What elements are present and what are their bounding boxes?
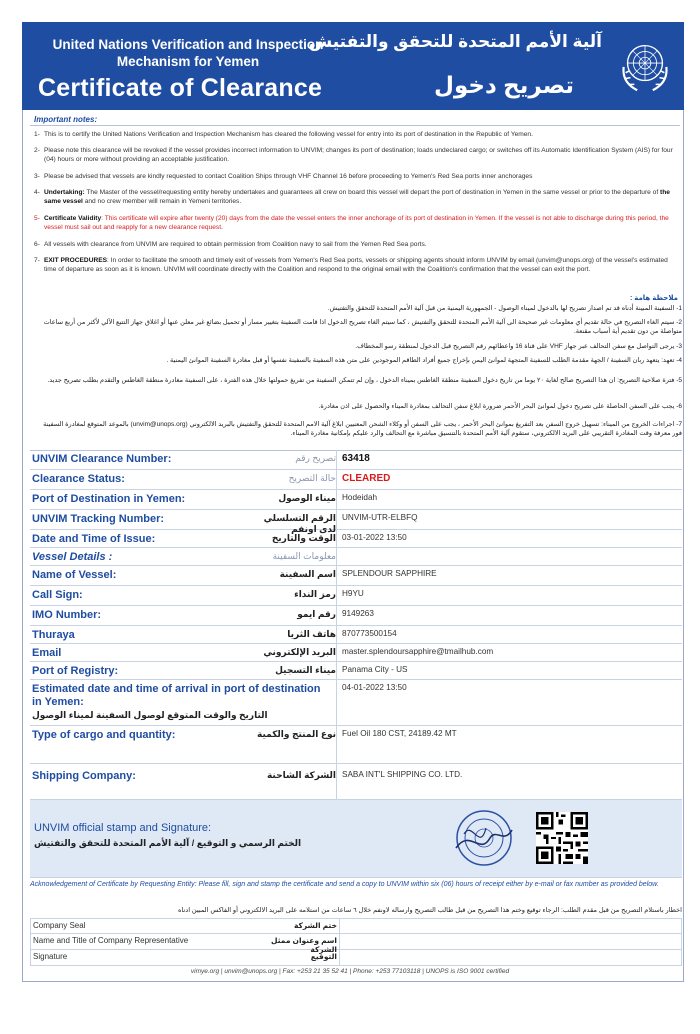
certificate-title-ar: تصريح دخول xyxy=(434,72,574,98)
certificate-title-en: Certificate of Clearance xyxy=(38,74,323,102)
notes-title: Important notes: xyxy=(34,115,98,124)
header-title-en: United Nations Verification and Inspection Mechanism for Yemen xyxy=(52,37,324,69)
certificate-header xyxy=(22,22,684,110)
field-call-sign: Call Sign: رمز النداء H9YU xyxy=(30,586,682,606)
field-shipping-company: Shipping Company: الشركة الشاحنة SABA INT'L SHIPPING CO. LTD. xyxy=(30,764,682,800)
un-emblem-icon xyxy=(614,34,676,96)
field-tracking-number: UNVIM Tracking Number: الرقم التسلسلي لدى اونفم UNVIM-UTR-ELBFQ xyxy=(30,510,682,530)
note-item-validity: 5- Certificate Validity: This certificate will expire after twenty (20) days from the date the vessel enters the inner anchorage of its port of destination in Yemen. If the vessel is not able to discharge during this period, the vessel must sail out and reapply for a new clearance request. xyxy=(34,215,669,231)
field-imo-number: IMO Number: رقم ايمو 9149263 xyxy=(30,606,682,626)
qr-code-icon xyxy=(536,812,588,864)
acknowledgement-text: Acknowledgement of Certificate by Requesting Entity: Please fill, sign and stamp the certificate and send a copy to UNVIM within six (06) hours of receipt either by e-mail or fax number as provided below. xyxy=(30,881,659,888)
sign-row-company-seal: Company Seal ختم الشركة xyxy=(30,918,682,934)
official-seal-icon xyxy=(450,808,518,868)
note-item-ar: 4- تعهد: يتعهد ربان السفينة / الجهة مقدمة الطلب للسفينة المتجهة لموانئ اليمن بإخراج جميع أفراد الطاقم الموجودين على متن هذه السفينة بالسفينة نفسها أو قبل مغادرة السفينة الموانئ اليمنية . xyxy=(166,357,682,364)
sign-row-representative: Name and Title of Company Representative اسم وعنوان ممثل الشركة xyxy=(30,934,682,950)
note-item-ar: 2- سيتم الغاء التصريح في حالة تقديم أي معلومات غير صحيحة الى آلية الأمم المتحدة للتحقق والتفتيش ، كما سيتم الغاء تصريح الدخول اذا قامت السفينة بتغيير مسار أو تحميل بضائع غير معلن عنها أو اغلاق جهاز التتبع الآلي لأكثر من أربع ساعات متواصلة من دون تقديم أية أسباب مقنعة. xyxy=(43,319,682,335)
note-item: 3- Please be advised that vessels are kindly requested to contact Coalition Ships through VHF Channel 16 before proceeding to Yemen's Red Sea ports inner anchorages xyxy=(34,173,533,180)
column-divider xyxy=(339,950,340,965)
status-badge: CLEARED xyxy=(342,473,391,484)
field-clearance-status: Clearance Status: حالة التصريح CLEARED xyxy=(30,470,682,490)
stamp-label-ar: الختم الرسمي و التوقيع / آلية الأمم المتحدة للتحقق والتفتيش xyxy=(34,838,302,848)
sign-row-signature: Signature التوقيع xyxy=(30,950,682,966)
footer-contact: vimye.org | unvim@unops.org | Fax: +253 21 35 52 41 | Phone: +253 77103118 | UNOPS is ISO 9001 certified xyxy=(190,968,510,975)
field-eta: Estimated date and time of arrival in port of destination in Yemen: التاريخ والوقت المتوقع لوصول السفينة لميناء الوصول 04-01-2022 13:50 xyxy=(30,680,682,726)
note-item: 4- Undertaking: The Master of the vessel/requesting entity hereby undertakes and guarantees all crew on board this vessel will depart the port of destination in Yemen in the same vessel or prior to the departure of the same vessel and no crew member will remain in Yemeni territories. xyxy=(34,189,670,205)
field-port-registry: Port of Registry: ميناء التسجيل Panama City - US xyxy=(30,662,682,680)
note-item-ar: 6- يجب على السفن الحاصلة على تصريح دخول لموانئ البحر الأحمر ضرورة ابلاغ سفن التحالف بمغادرة الميناء والحصول على اذن مغادرة. xyxy=(318,403,682,410)
field-thuraya: Thuraya هاتف الثريا 870773500154 xyxy=(30,626,682,644)
note-item: 6- All vessels with clearance from UNVIM are required to obtain permission from Coalition navy to sail from the Yemen Red Sea ports. xyxy=(34,241,427,248)
note-item: 7- EXIT PROCEDURES: In order to facilitate the smooth and timely exit of vessels from Yemen's Red Sea ports, vessels or shipping agents should inform UNVIM by email (unvim@unops.org) of the vessel's estimated time of departure as soon as it is known. UNVIM will coordinate directly with the Coalition and respond to the original email with the Coalition's confirmation that the vessel can exit the port. xyxy=(34,257,668,273)
section-vessel-details: Vessel Details : معلومات السفينة xyxy=(30,548,682,566)
note-item-ar: 3- يرجى التواصل مع سفن التحالف عبر جهاز VHF على قناة 16 واعطائهم رقم التصريح قبل الدخول لمنطقة رسو المخطاف. xyxy=(355,343,682,350)
acknowledgement-text-ar: اخطار باستلام التصريح من قبل مقدم الطلب: الرجاء توقيع وختم هذا التصريح من قبل طالب التصريح وارساله لاونفم خلال ٦ ساعات من استلامه على البريد الالكتروني أو الفاكس المبين ادناه xyxy=(177,907,682,914)
field-cargo: Type of cargo and quantity: نوع المنتج والكمية Fuel Oil 180 CST, 24189.42 MT xyxy=(30,726,682,764)
stamp-label-en: UNVIM official stamp and Signature: xyxy=(34,822,212,834)
header-title-ar: آلية الأمم المتحدة للتحقق والتفتيش xyxy=(308,32,602,51)
field-port-destination: Port of Destination in Yemen: ميناء الوصول Hodeidah xyxy=(30,490,682,510)
column-divider xyxy=(339,919,340,934)
note-item: 1- This is to certify the United Nations Verification and Inspection Mechanism has cleared the following vessel for entry into its port of destination in the Republic of Yemen. xyxy=(34,131,533,138)
field-vessel-name: Name of Vessel: اسم السفينة SPLENDOUR SAPPHIRE xyxy=(30,566,682,586)
note-item-ar: 1- السفينة المبينة أدناه قد تم اصدار تصريح لها بالدخول لميناء الوصول - الجمهورية اليمنية من قبل آلية الأمم المتحدة للتحقق والتفتيش. xyxy=(327,305,682,312)
field-email: Email البريد الإلكتروني master.splendoursapphire@tmailhub.com xyxy=(30,644,682,662)
note-item: 2- Please note this clearance will be revoked if the vessel provides incorrect information to UNVIM; changes its port of destination; loads undeclared cargo; or switches off its Automatic Identification System (AIS) for four (04) hours or more without providing an acceptable justification. xyxy=(34,147,673,163)
field-date-issue: Date and Time of Issue: الوقت والتاريخ 03-01-2022 13:50 xyxy=(30,530,682,548)
notes-title-ar: ملاحظة هامة : xyxy=(629,295,678,302)
note-item-ar-validity: 5- فترة صلاحية التصريح: ان هذا التصريح صالح لغاية ٢٠ يوما من تاريخ دخول السفينة منطقة الغاطس بميناء الدخول ، وإن لم تتمكن السفينة من تفريغ حمولتها خلال هذه الفترة ، على السفينة مغادرة منطقة الغاطس والتقدم بطلب تصريح جديد. xyxy=(47,377,682,384)
field-clearance-number: UNVIM Clearance Number: تصريح رقم 63418 xyxy=(30,450,682,470)
column-divider xyxy=(339,934,340,949)
stamp-signature-box xyxy=(30,800,682,878)
note-item-ar: 7- اجراءات الخروج من الميناء: تسهيل خروج السفن بعد التفريغ بموانئ البحر الأحمر ، يجب على السفن أو وكلاء الشحن المعنيين ابلاغ آلية الامم المتحدة للتحقق والتفتيش بالبريد الالكتروني (unvim@unops.org) بالموعد المتوقع لمغادرة السفينة فور معرفة وقت المغادرة التقريبي على البريد الالكتروني، ستقوم آلية الأمم المتحدة بالتنسيق مباشرة مع التحالف والرد عليكم بإمكانية مغادرة الميناء. xyxy=(43,421,682,437)
divider xyxy=(30,125,680,126)
